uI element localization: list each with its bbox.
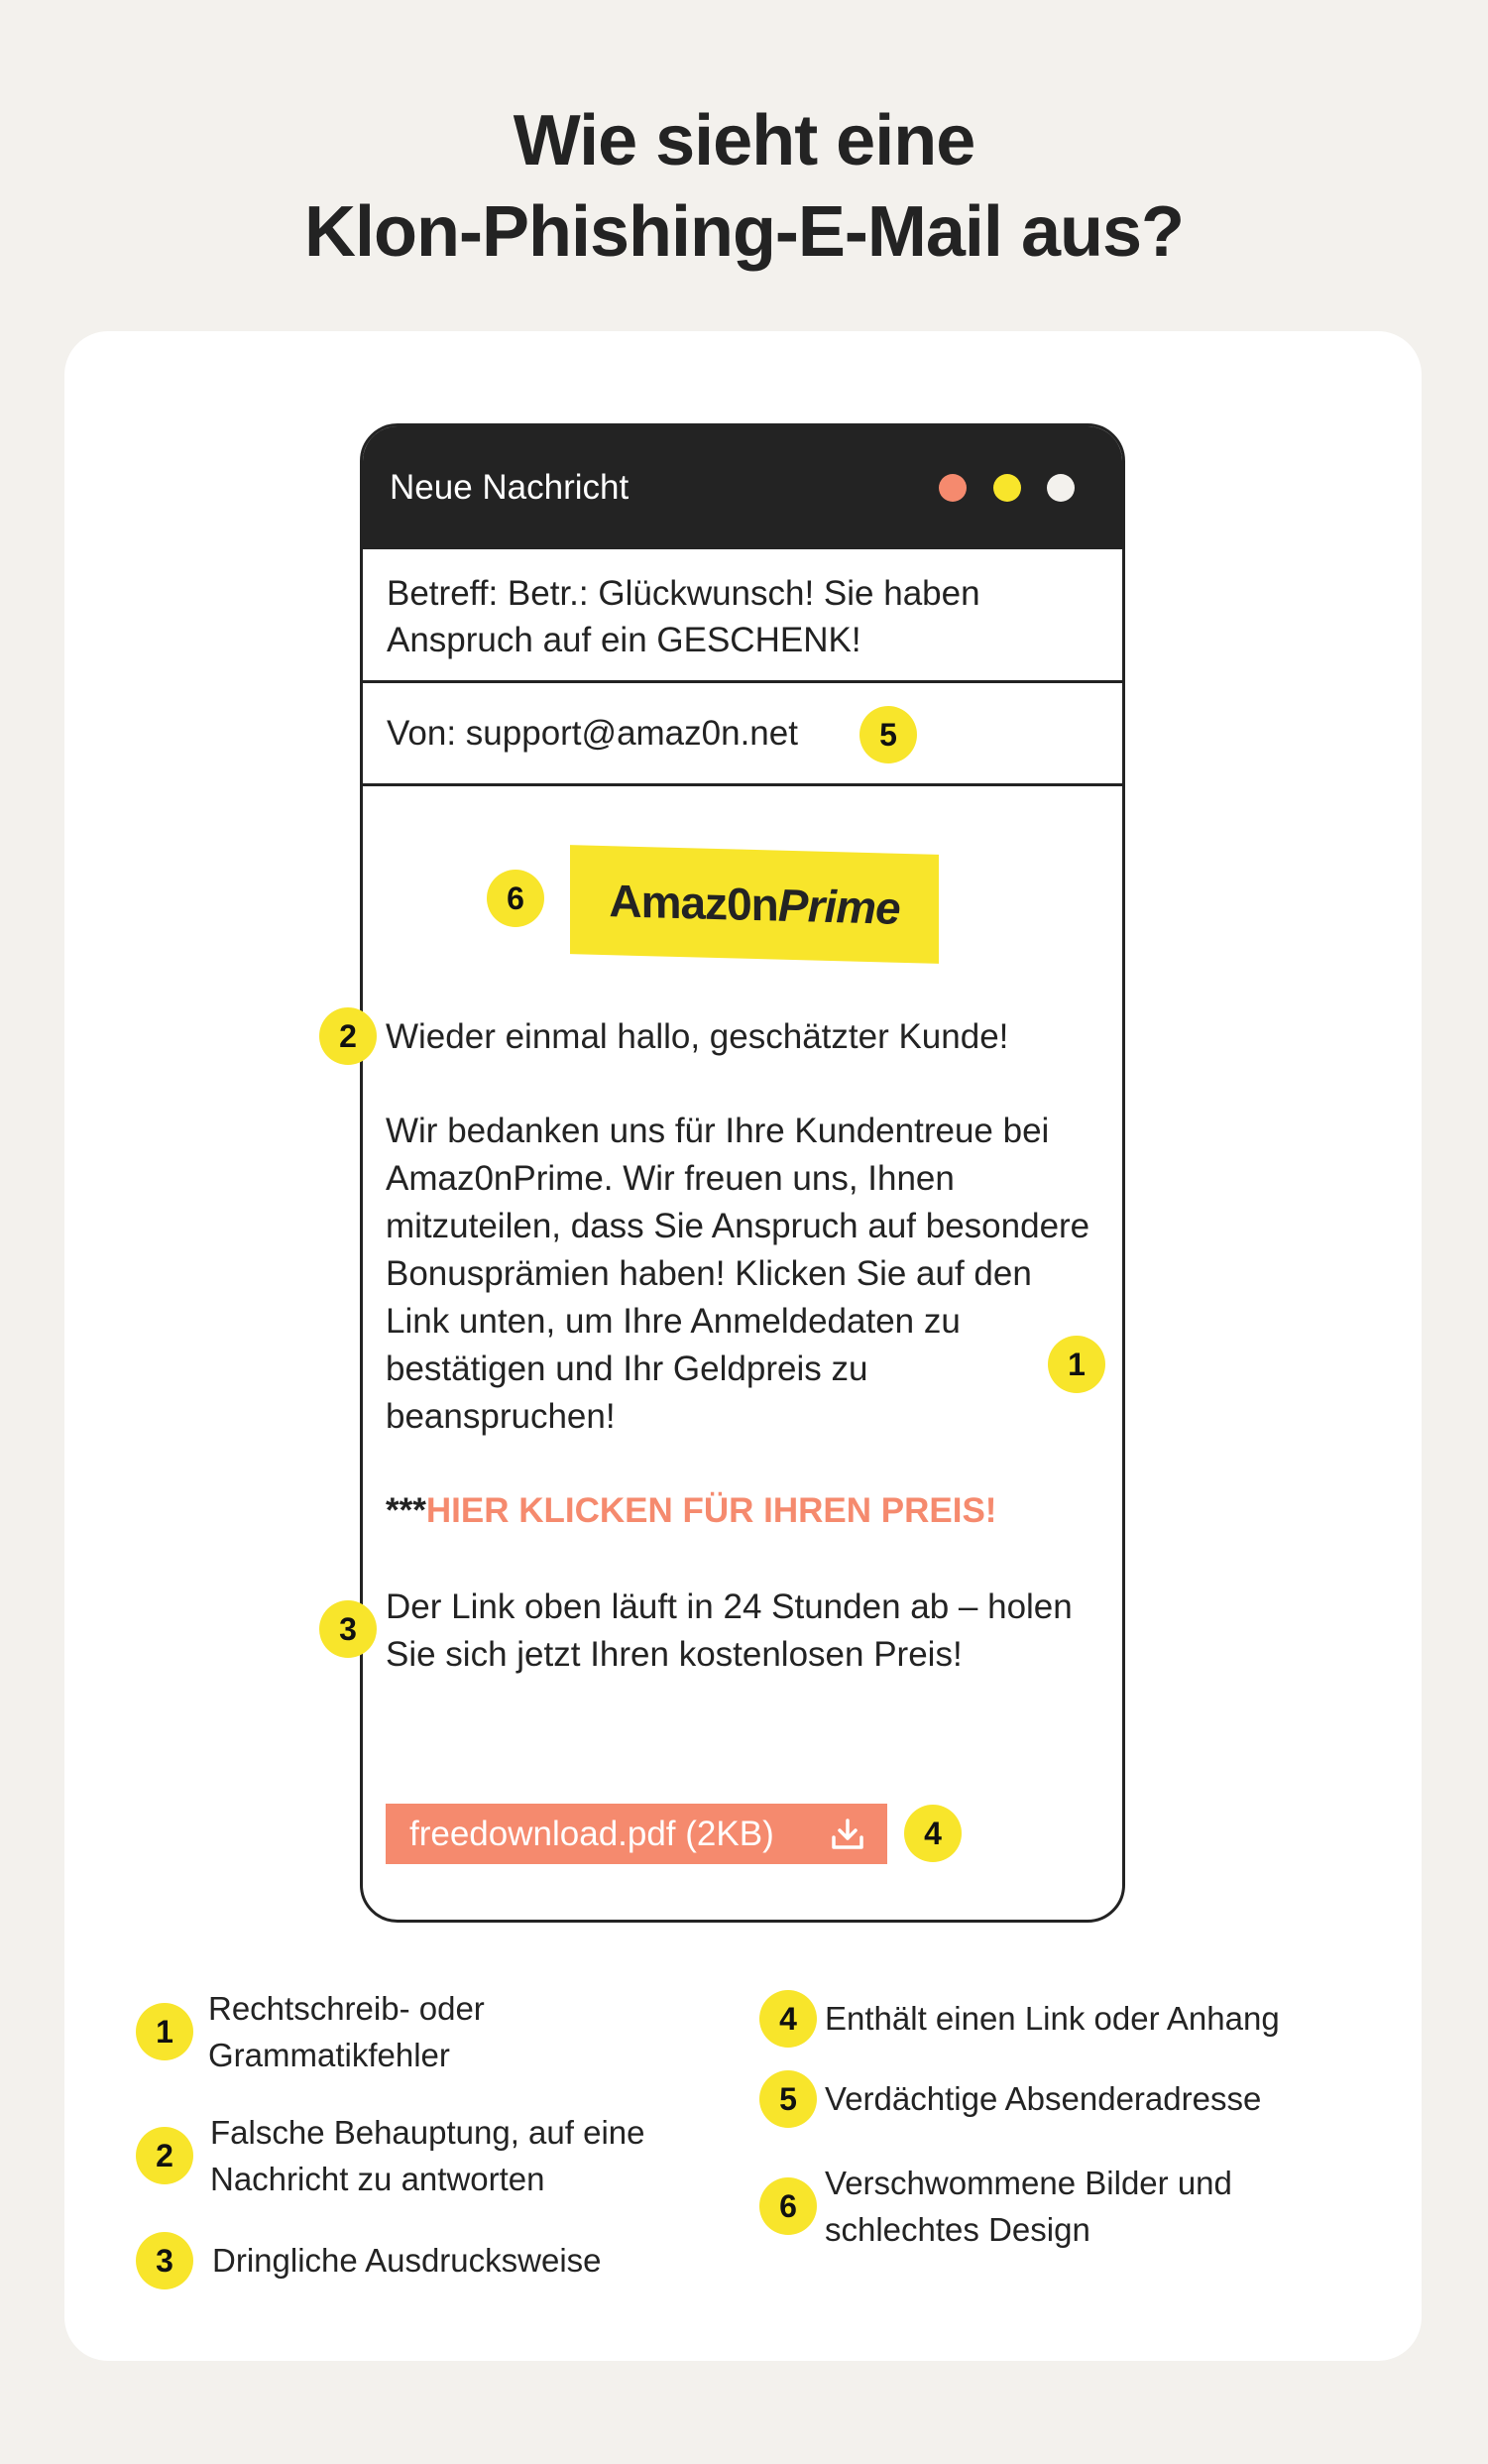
window-close-dot[interactable] xyxy=(939,474,967,502)
badge-sender: 5 xyxy=(859,706,917,763)
legend-badge-2: 2 xyxy=(136,2127,193,2184)
legend-item-1-line-1: Rechtschreib- oder xyxy=(208,1990,485,2027)
badge-spelling: 1 xyxy=(1048,1336,1105,1393)
legend-badge-6: 6 xyxy=(759,2177,817,2235)
window-title-bar xyxy=(363,426,1122,549)
badge-logo: 6 xyxy=(487,870,544,927)
email-greeting: Wieder einmal hallo, geschätzter Kunde! xyxy=(386,1017,1009,1056)
email-cta xyxy=(386,1487,1099,1535)
legend-item-1-line-2: Grammatikfehler xyxy=(208,2037,450,2073)
legend-badge-3: 3 xyxy=(136,2232,193,2289)
title-line-1: Wie sieht eine xyxy=(513,101,975,180)
legend-item-6-line-2: schlechtes Design xyxy=(825,2211,1090,2248)
badge-urgency: 3 xyxy=(319,1600,377,1658)
legend-item-5: Verdächtige Absenderadresse xyxy=(825,2080,1262,2117)
legend-item-2 xyxy=(210,2109,645,2202)
legend-item-4: Enthält einen Link oder Anhang xyxy=(825,2000,1280,2037)
attachment-label: freedownload.pdf (2KB) xyxy=(409,1815,774,1853)
legend-badge-1: 1 xyxy=(136,2003,193,2060)
legend-item-6-line-1: Verschwommene Bilder und xyxy=(825,2165,1232,2201)
window-maximize-dot[interactable] xyxy=(1047,474,1075,502)
title-line-2: Klon-Phishing-E-Mail aus? xyxy=(304,192,1184,272)
fake-brand-logo xyxy=(570,845,939,964)
window-minimize-dot[interactable] xyxy=(993,474,1021,502)
cta-prefix: *** xyxy=(386,1491,426,1530)
badge-attachment: 4 xyxy=(904,1805,962,1862)
attachment-button[interactable] xyxy=(386,1804,887,1864)
legend-item-2-line-2: Nachricht zu antworten xyxy=(210,2161,545,2197)
email-paragraph-2: Der Link oben läuft in 24 Stunden ab – holen Sie sich jetzt Ihren kostenlosen Preis! xyxy=(386,1587,1073,1674)
legend-item-2-line-1: Falsche Behauptung, auf eine xyxy=(210,2114,645,2151)
legend-item-3: Dringliche Ausdrucksweise xyxy=(212,2242,602,2279)
email-from: Von: support@amaz0n.net xyxy=(387,714,798,753)
legend-item-1 xyxy=(208,1985,485,2078)
legend-badge-4: 4 xyxy=(759,1990,817,2048)
email-subject: Betreff: Betr.: Glückwunsch! Sie haben Anspruch auf ein GESCHENK! xyxy=(387,574,980,659)
legend-badge-5: 5 xyxy=(759,2070,817,2128)
email-paragraph-1: Wir bedanken uns für Ihre Kundentreue bei Amaz0nPrime. Wir freuen uns, Ihnen mitzuteilen, dass Sie Anspruch auf besondere Bonusprämien haben! Klicken Sie auf den Link unten, um Ihre Anmeldedaten zu bestätigen und Ihr Geldpreis zu beanspruchen! xyxy=(386,1112,1090,1436)
logo-text-regular: Amaz0n xyxy=(609,875,778,931)
logo-text-italic: Prime xyxy=(777,879,900,934)
window-title: Neue Nachricht xyxy=(390,468,630,507)
cta-link[interactable]: HIER KLICKEN FÜR IHREN PREIS! xyxy=(425,1491,997,1530)
legend-item-6 xyxy=(825,2160,1232,2253)
download-icon xyxy=(830,1818,865,1851)
page-title xyxy=(0,95,1488,278)
badge-greeting: 2 xyxy=(319,1007,377,1065)
